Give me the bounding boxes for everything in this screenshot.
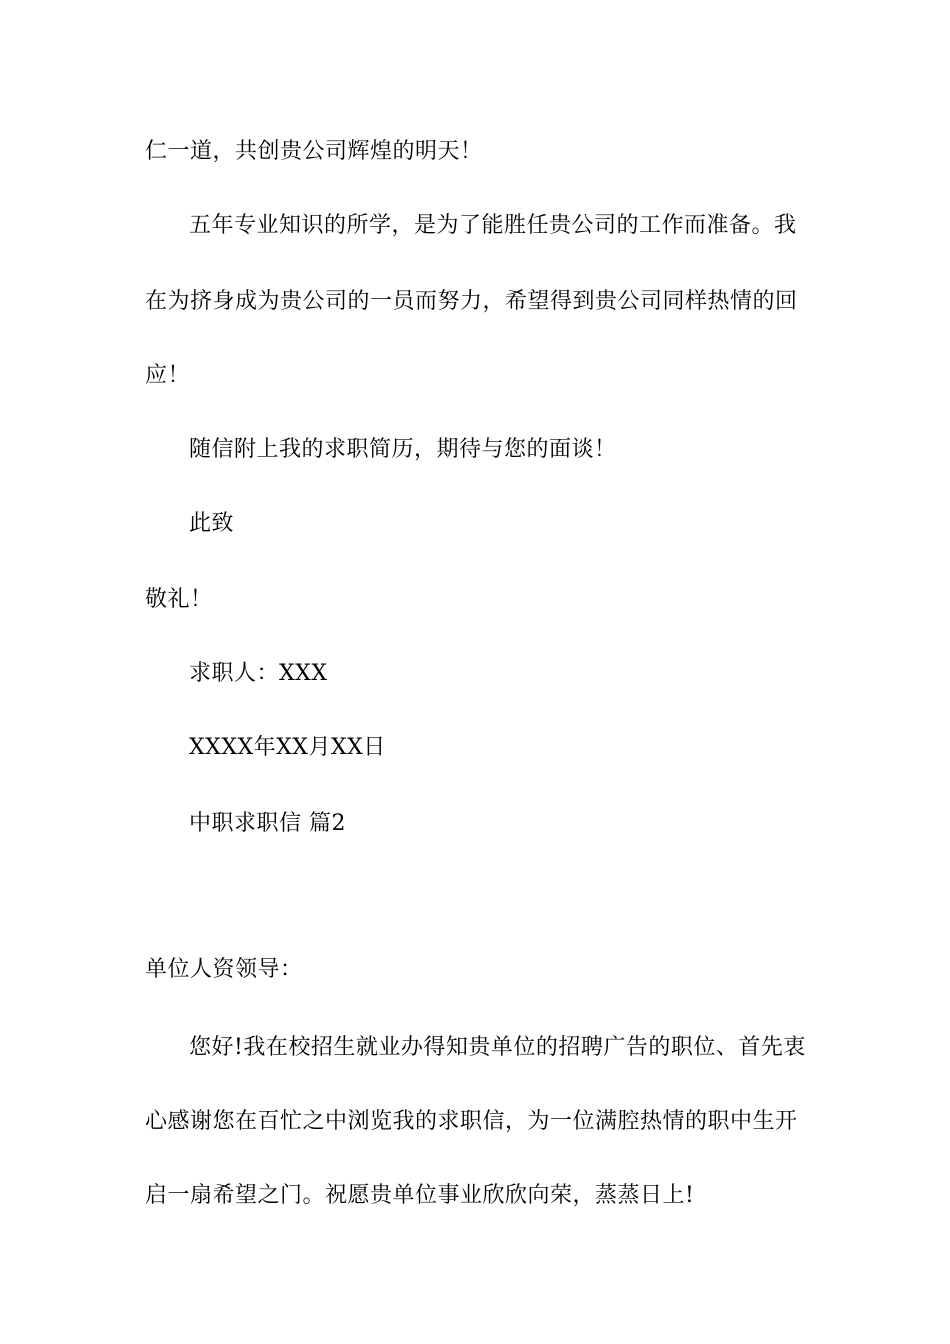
paragraph-line-study-purpose: 五年专业知识的所学，是为了能胜任贵公司的工作而准备。我 — [189, 213, 797, 238]
salutation-cizhi: 此致 — [189, 511, 235, 536]
paragraph-line-resume-attached: 随信附上我的求职简历，期待与您的面谈！ — [189, 437, 617, 462]
letter-date: XXXX年XX月XX日 — [189, 735, 386, 760]
paragraph-line-study-continued: 在为挤身成为贵公司的一员而努力，希望得到贵公司同样热情的回 — [145, 289, 798, 314]
paragraph-line-greeting: 您好!我在校招生就业办得知贵单位的招聘广告的职位、首先衷 — [189, 1035, 806, 1060]
letter-addressee: 单位人资领导： — [145, 957, 303, 982]
paragraph-line-closing-wish: 仁一道，共创贵公司辉煌的明天！ — [145, 139, 483, 164]
applicant-signature: 求职人：XXX — [189, 661, 328, 686]
paragraph-line-greeting-end: 启一扇希望之门。祝愿贵单位事业欣欣向荣，蒸蒸日上! — [145, 1183, 695, 1208]
section-heading: 中职求职信 篇2 — [189, 811, 346, 836]
paragraph-line-study-end: 应！ — [145, 363, 191, 388]
paragraph-line-greeting-continued: 心感谢您在百忙之中浏览我的求职信，为一位满腔热情的职中生开 — [145, 1109, 798, 1134]
salutation-jingli: 敬礼！ — [145, 587, 213, 612]
